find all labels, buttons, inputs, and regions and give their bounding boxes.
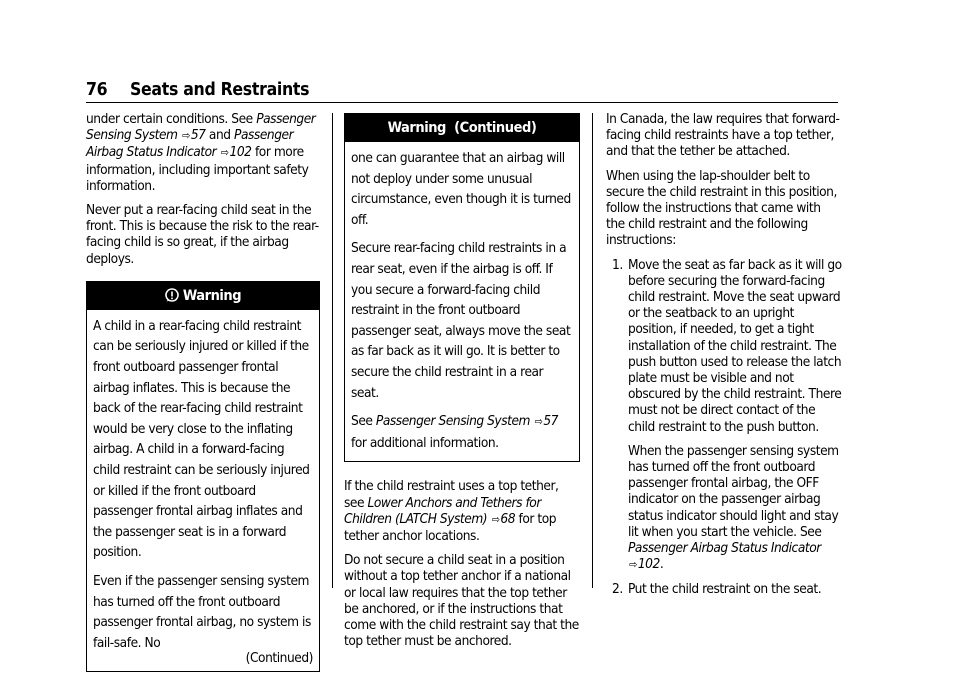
text: . <box>659 556 664 573</box>
warning-body <box>87 310 319 672</box>
text: If the child restraint uses a top tether, see <box>344 478 559 511</box>
paragraph-rear-facing: Never put a rear-facing child seat in the front. This is because the risk to the rear-facing child is so great, if the airbag deploys. <box>86 202 319 267</box>
warning-icon <box>165 288 179 302</box>
paragraph-no-anchor: Do not secure a child seat in a position without a top tether anchor if a national or local law requires that the top tether be anchored, or if the instructions that come with the child restraint say that the top tether must be anchored. <box>344 552 579 650</box>
warning-body <box>345 142 579 461</box>
column-divider-left <box>332 113 333 588</box>
text: When the passenger sensing system has turned off the front outboard passenger frontal airbag, the OFF indicator on the passenger airbag status indicator should light and stay lit when you start the vehicle. See <box>628 442 839 540</box>
warning-text: A child in a rear-facing child restraint can be seriously injured or killed if the front outboard passenger frontal airbag inflates. This is because the back of the rear-facing child restraint would be very close to the inflating airbag. A child in a forward-facing child restraint can be seriously injured or killed if the front outboard passenger frontal airbag inflates and the passenger seat is in a forward position. <box>93 317 310 561</box>
column-divider-right <box>592 113 593 588</box>
page-ref[interactable]: 102 <box>229 144 252 161</box>
page-ref[interactable]: 57 <box>190 127 206 144</box>
warning-text: one can guarantee that an airbag will not deploy under some unusual circumstance, even though it is turned off. <box>351 150 571 228</box>
page-ref[interactable]: 68 <box>500 510 516 527</box>
instruction-list <box>606 257 842 598</box>
text: under certain conditions. See <box>86 111 257 127</box>
text: for more information, including important safety information. <box>86 144 309 194</box>
link-passenger-sensing-system[interactable]: Passenger Sensing System <box>86 111 316 144</box>
warning-title: Warning <box>182 287 242 304</box>
arrow-right-icon: ⇨ <box>181 129 190 143</box>
step-number: 1. <box>612 256 623 273</box>
arrow-right-icon: ⇨ <box>629 558 637 572</box>
text: and <box>205 127 235 144</box>
warning-header <box>87 282 319 310</box>
step-text <box>628 443 842 574</box>
paragraph-intro <box>86 111 320 194</box>
step-text: Put the child restraint on the seat. <box>628 581 822 598</box>
warning-box <box>86 281 320 673</box>
text: for additional information. <box>351 434 499 451</box>
link-passenger-sensing-system[interactable]: Passenger Sensing System <box>375 413 531 430</box>
text: for top tether anchor locations. <box>344 510 557 544</box>
step-number: 2. <box>612 581 623 598</box>
arrow-right-icon: ⇨ <box>534 415 543 429</box>
list-item <box>606 581 842 597</box>
arrow-right-icon: ⇨ <box>220 146 229 160</box>
column-middle <box>344 113 580 657</box>
warning-text: Even if the passenger sensing system has turned off the front outboard passenger frontal airbag, no system is fail-safe. No <box>93 572 311 651</box>
list-item <box>606 257 842 574</box>
warning-box-continued <box>344 113 580 462</box>
column-right <box>606 111 842 606</box>
step-text: Move the seat as far back as it will go before securing the forward-facing child restraint. Move the seat upward or the seatback to an upright position, if needed, to get a tight installation of the child restraint. The push button used to release the latch plate must be visible and not obscured by the child restraint. There must not be direct contact of the child restraint to the push button. <box>628 256 842 435</box>
warning-text: Secure rear-facing child restraints in a rear seat, even if the airbag is off. If you secure a forward-facing child restraint in the front outboard passenger seat, always move the seat as far back as it will go. It is better to secure the child restraint in a rear seat. <box>351 240 571 401</box>
text: See <box>351 413 376 430</box>
arrow-right-icon: ⇨ <box>491 512 500 526</box>
continued-label: (Continued) <box>245 650 313 667</box>
page-ref[interactable]: 102 <box>637 556 660 573</box>
warning-text <box>351 411 573 453</box>
warning-header: Warning (Continued) <box>345 114 579 142</box>
link-latch-system[interactable]: Lower Anchors and Tethers for Children (LATCH System) <box>344 494 541 527</box>
page-ref[interactable]: 57 <box>543 413 558 430</box>
page-number: 76 <box>86 80 108 100</box>
link-passenger-airbag-status-indicator[interactable]: Passenger Airbag Status Indicator <box>628 540 821 557</box>
paragraph-top-tether <box>344 478 580 544</box>
column-left <box>86 111 320 672</box>
header-rule <box>86 102 838 103</box>
paragraph-canada: In Canada, the law requires that forward-facing child restraints have a top tether, and that the tether be attached. <box>606 111 840 160</box>
section-title: Seats and Restraints <box>130 80 310 100</box>
paragraph-lap-shoulder: When using the lap-shoulder belt to secure the child restraint in this position, follow the instructions that came with the child restraint and the following instructions: <box>606 167 837 249</box>
link-passenger-airbag-status-indicator[interactable]: Passenger Airbag Status Indicator <box>86 127 294 161</box>
